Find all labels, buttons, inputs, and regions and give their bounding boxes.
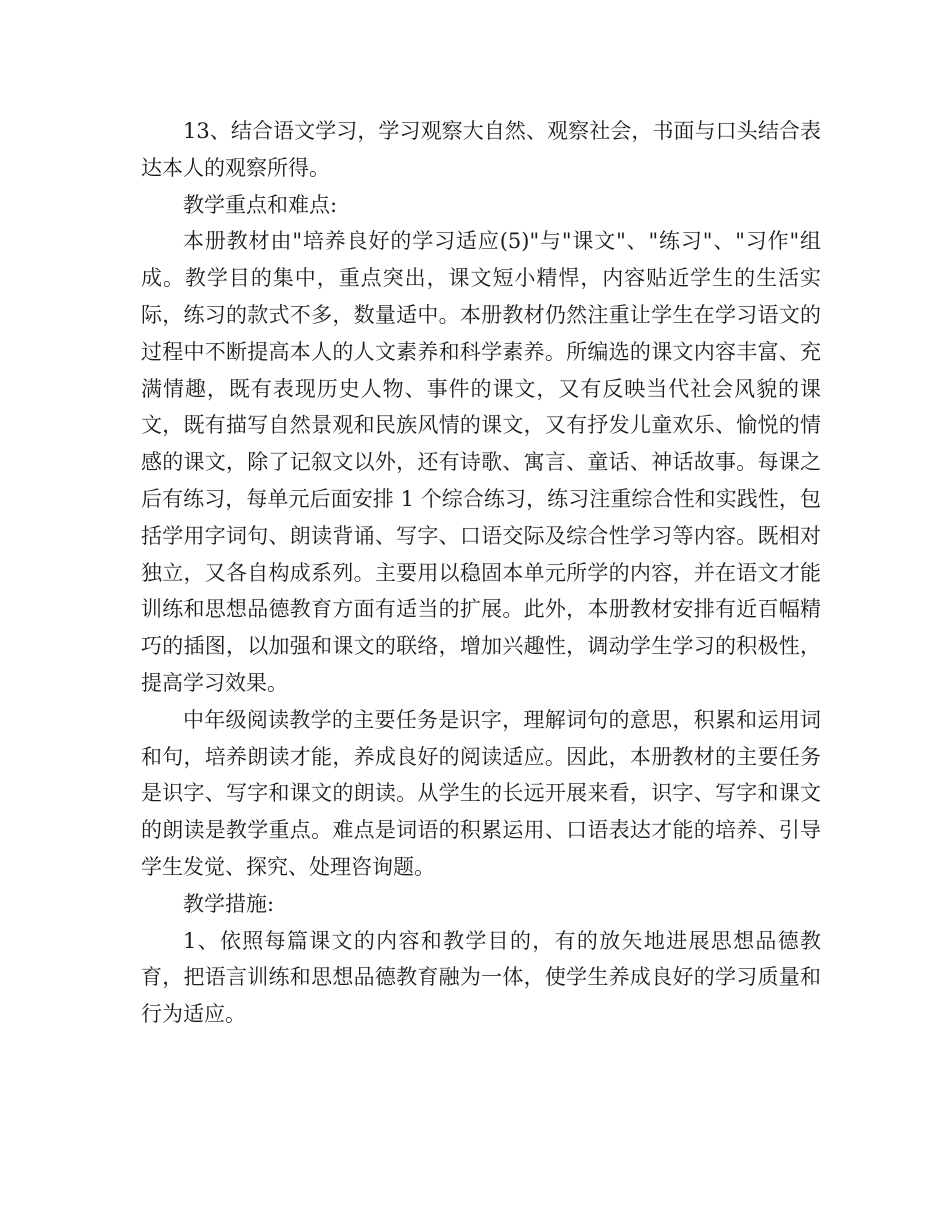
document-body	[141, 113, 821, 1033]
heading-teaching-measures: 教学措施:	[183, 891, 275, 916]
heading-key-points: 教学重点和难点:	[183, 192, 338, 217]
paragraph-textbook-overview: 本册教材由"培养良好的学习适应(5)"与"课文"、"练习"、"习作"组成。教学目的集中，重点突出，课文短小精悍，内容贴近学生的生活实际，练习的款式不多，数量适中。本册教材仍然注重让学生在学习语文的过程中不断提高本人的人文素养和科学素养。所编选的课文内容丰富、充满情趣，既有表现历史人物、事件的课文，又有反映当代社会风貌的课文，既有描写自然景观和民族风情的课文，又有抒发儿童欢乐、愉悦的情感的课文，除了记叙文以外，还有诗歌、寓言、童话、神话故事。每课之后有练习，每单元后面安排 1 个综合练习，练习注重综合性和实践性，包括学用字词句、朗读背诵、写字、口语交际及综合性学习等内容。既相对独立，又各自构成系列。主要用以稳固本单元所学的内容，并在语文才能训练和思想品德教育方面有适当的扩展。此外，本册教材安排有近百幅精巧的插图，以加强和课文的联络，增加兴趣性，调动学生学习的积极性，提高学习效果。	[141, 229, 821, 695]
paragraph-measure-1: 1、依照每篇课文的内容和教学目的，有的放矢地进展思想品德教育，把语言训练和思想品德教育融为一体，使学生养成良好的学习质量和行为适应。	[141, 928, 821, 1027]
paragraph-observation-goal: 13、结合语文学习，学习观察大自然、观察社会，书面与口头结合表达本人的观察所得。	[141, 119, 821, 180]
paragraph-reading-tasks: 中年级阅读教学的主要任务是识字，理解词句的意思，积累和运用词和句，培养朗读才能，养成良好的阅读适应。因此，本册教材的主要任务是识字、写字和课文的朗读。从学生的长远开展来看，识字、写字和课文的朗读是教学重点。难点是词语的积累运用、口语表达才能的培养、引导学生发觉、探究、处理咨询题。	[141, 707, 821, 879]
